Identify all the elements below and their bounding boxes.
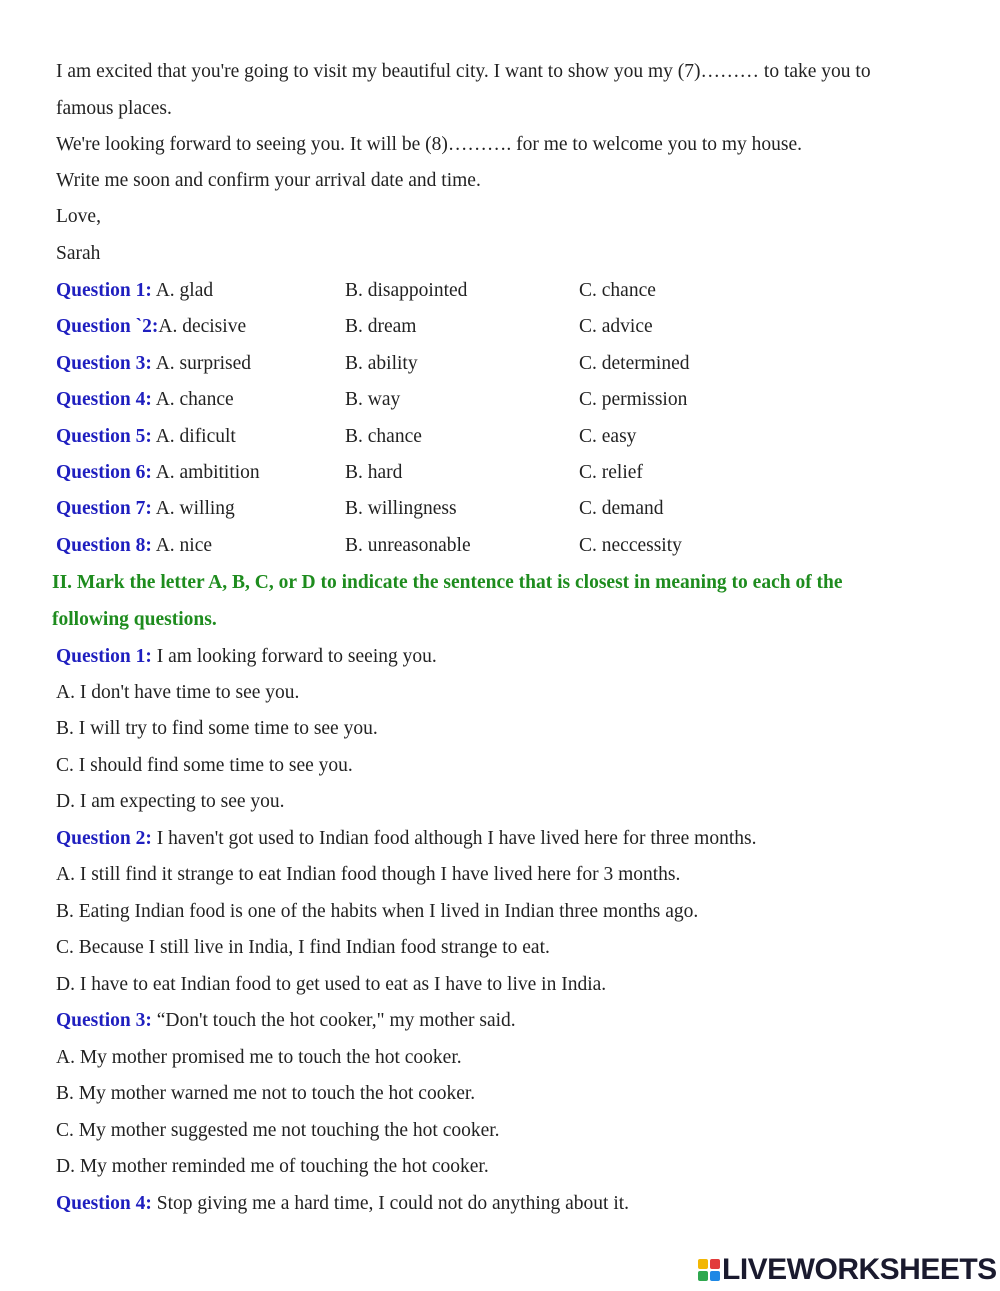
stem-text: “Don't touch the hot cooker," my mother said.	[151, 1010, 516, 1031]
option-a: A. ambitition	[151, 462, 260, 483]
stem-text: Stop giving me a hard time, I could not do anything about it.	[151, 1193, 630, 1214]
letter-line-2: famous places.	[56, 98, 172, 119]
option-a: A. dificult	[151, 426, 236, 447]
option-c: C. chance	[579, 280, 656, 301]
question-label: Question 8:	[56, 535, 152, 556]
option-a: A. I don't have time to see you.	[56, 682, 300, 703]
part1-question-row	[56, 317, 956, 339]
option-b: B. disappointed	[345, 280, 468, 301]
stem-text: I am looking forward to seeing you.	[151, 646, 437, 667]
option-a: A. My mother promised me to touch the hot cooker.	[56, 1047, 462, 1068]
section-heading-line-1: II. Mark the letter A, B, C, or D to indicate the sentence that is closest in meaning to each of the	[52, 572, 843, 593]
option-c: C. easy	[579, 426, 637, 447]
question-label: Question 4:	[56, 389, 152, 410]
part1-question-row	[56, 281, 956, 303]
option-a: A. surprised	[151, 353, 252, 374]
option-c: C. neccessity	[579, 535, 682, 556]
question-label: Question `2:	[56, 316, 159, 337]
option-c: C. determined	[579, 353, 690, 374]
part1-question-row	[56, 463, 956, 485]
section-heading-line-2: following questions.	[52, 609, 217, 630]
option-a: A. glad	[151, 280, 214, 301]
logo-grid-icon	[698, 1259, 720, 1281]
question-label: Question 1:	[56, 280, 152, 301]
question-label: Question 3:	[56, 353, 152, 374]
option-c: C. advice	[579, 316, 653, 337]
letter-line-3: We're looking forward to seeing you. It will be (8)………. for me to welcome you to my house.	[56, 134, 803, 155]
option-b: B. I will try to find some time to see you.	[56, 718, 378, 739]
option-b: B. My mother warned me not to touch the hot cooker.	[56, 1083, 476, 1104]
letter-line-4: Write me soon and confirm your arrival date and time.	[56, 170, 481, 191]
option-b: B. willingness	[345, 498, 457, 519]
part1-question-row	[56, 499, 956, 521]
letter-closing: Love,	[56, 206, 101, 227]
question-stem	[56, 1194, 629, 1214]
option-a: A. willing	[151, 498, 235, 519]
option-b: B. chance	[345, 426, 422, 447]
part1-question-row	[56, 427, 956, 449]
option-b: B. way	[345, 389, 401, 410]
option-b: B. unreasonable	[345, 535, 471, 556]
part1-question-row	[56, 354, 956, 376]
option-d: D. I am expecting to see you.	[56, 791, 285, 812]
question-label: Question 2:	[56, 828, 152, 849]
option-b: B. ability	[345, 353, 418, 374]
question-label: Question 7:	[56, 498, 152, 519]
option-c: C. demand	[579, 498, 664, 519]
question-label: Question 1:	[56, 646, 152, 667]
question-label: Question 6:	[56, 462, 152, 483]
letter-line-1: I am excited that you're going to visit my beautiful city. I want to show you my (7)……… to take you to	[56, 61, 871, 82]
option-c: C. Because I still live in India, I find Indian food strange to eat.	[56, 937, 550, 958]
question-label: Question 5:	[56, 426, 152, 447]
question-stem	[56, 829, 757, 849]
option-b: B. hard	[345, 462, 403, 483]
option-b: B. Eating Indian food is one of the habits when I lived in Indian three months ago.	[56, 901, 699, 922]
question-stem	[56, 647, 437, 667]
option-c: C. I should find some time to see you.	[56, 755, 353, 776]
option-a: A. decisive	[158, 316, 247, 337]
question-label: Question 4:	[56, 1193, 152, 1214]
question-stem	[56, 1011, 516, 1031]
option-d: D. My mother reminded me of touching the hot cooker.	[56, 1156, 489, 1177]
part1-question-row	[56, 390, 956, 412]
part1-question-row	[56, 536, 956, 558]
logo-text: LIVEWORKSHEETS	[722, 1253, 997, 1286]
stem-text: I haven't got used to Indian food although I have lived here for three months.	[151, 828, 757, 849]
liveworksheets-logo[interactable]	[698, 1253, 998, 1287]
option-c: C. permission	[579, 389, 688, 410]
option-b: B. dream	[345, 316, 417, 337]
question-label: Question 3:	[56, 1010, 152, 1031]
letter-signature: Sarah	[56, 243, 101, 264]
option-a: A. I still find it strange to eat Indian food though I have lived here for 3 months.	[56, 864, 681, 885]
option-a: A. chance	[151, 389, 234, 410]
option-a: A. nice	[151, 535, 212, 556]
option-c: C. My mother suggested me not touching the hot cooker.	[56, 1120, 500, 1141]
option-d: D. I have to eat Indian food to get used to eat as I have to live in India.	[56, 974, 607, 995]
option-c: C. relief	[579, 462, 643, 483]
